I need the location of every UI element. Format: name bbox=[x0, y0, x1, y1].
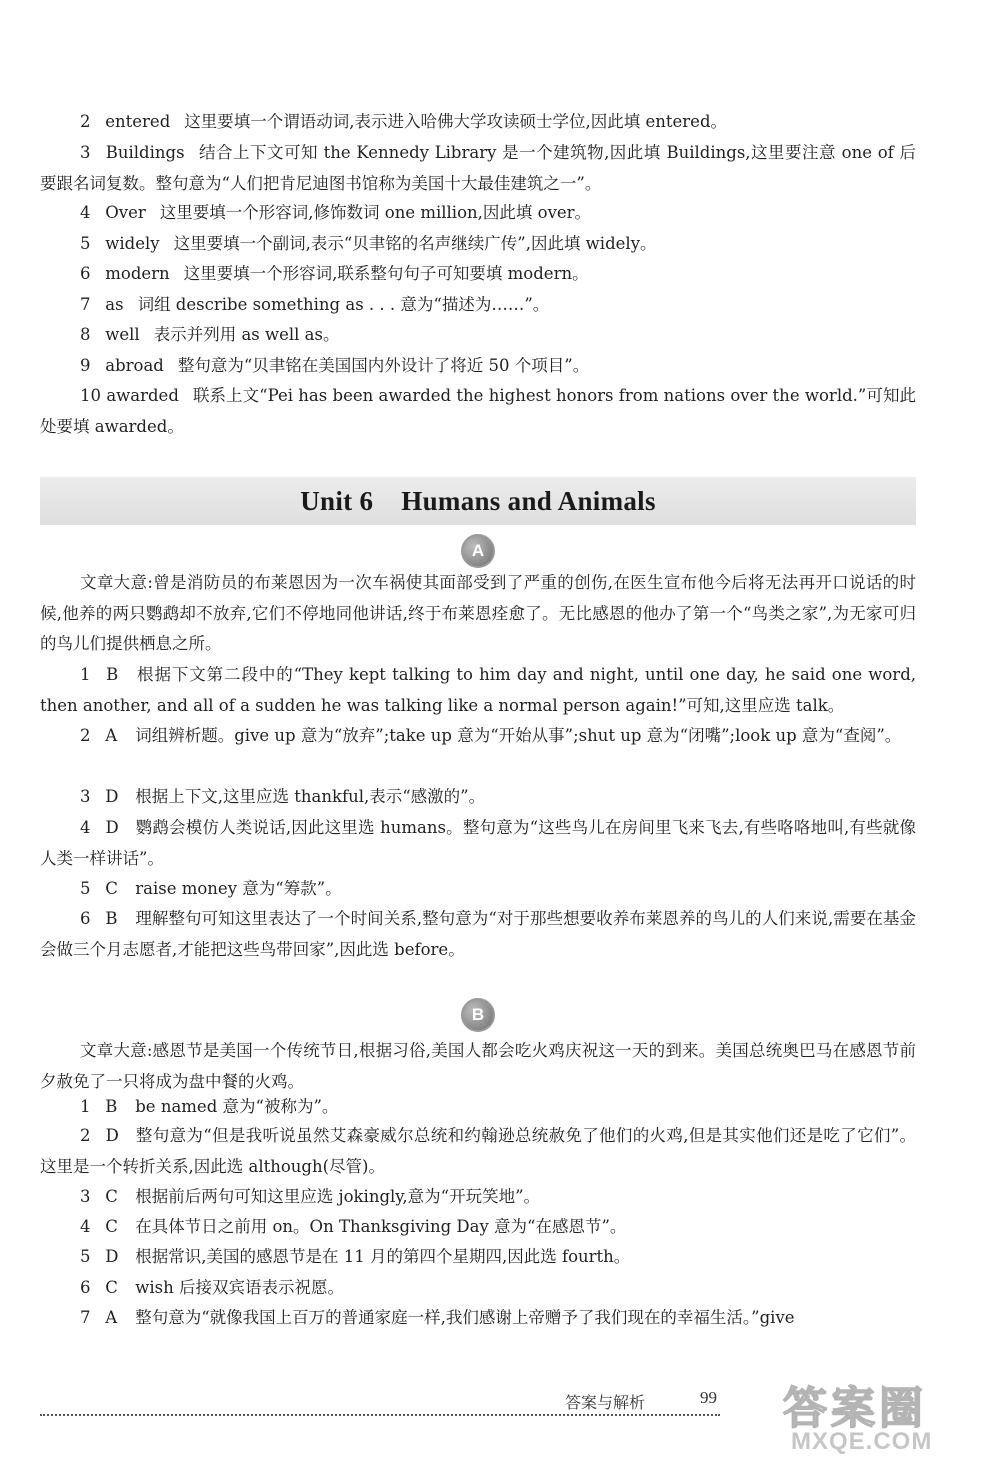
section-b-item-6: 6 C wish 后接双宾语表示祝愿。 bbox=[80, 1278, 344, 1297]
section-a-item-2: 2 A 词组辨析题。give up 意为“放弃”;take up 意为“开始从事”;shut up 意为“闭嘴”;look up 意为“查阅”。 bbox=[80, 726, 902, 745]
section-b-item-3: 3 C 根据前后两句可知这里应选 jokingly,意为“开玩笑地”。 bbox=[80, 1187, 541, 1206]
answer-top-3: 3 Buildings 结合上下文可知 the Kennedy Library 是一个建筑物,因此填 Buildings,这里要注意 one of 后要跟名词复数。整句意为“人们把肯尼迪图书馆称为美国十大最佳建筑之一”。 bbox=[40, 143, 916, 193]
section-a-item-3: 3 D 根据上下文,这里应选 thankful,表示“感激的”。 bbox=[80, 787, 486, 806]
answer-top-2: 2 entered 这里要填一个谓语动词,表示进入哈佛大学攻读硕士学位,因此填 entered。 bbox=[80, 112, 728, 131]
section-a-item-4: 4 D 鹦鹉会模仿人类说话,因此这里选 humans。整句意为“这些鸟儿在房间里飞来飞去,有些咯咯地叫,有些就像人类一样讲话”。 bbox=[40, 818, 916, 868]
footer-label: 答案与解析 bbox=[565, 1393, 646, 1412]
section-a-item-6: 6 B 理解整句可知这里表达了一个时间关系,整句意为“对于那些想要收养布莱恩养的鸟儿的人们来说,需要在基金会做三个月志愿者,才能把这些鸟带回家”,因此选 before。 bbox=[40, 909, 916, 959]
watermark-logo: 答案圈 MXQE.COM bbox=[783, 1383, 933, 1455]
section-b-item-1: 1 B be named 意为“被称为”。 bbox=[80, 1097, 339, 1116]
answer-top-8: 8 well 表示并列用 as well as。 bbox=[80, 325, 340, 344]
unit-title: Unit 6 Humans and Animals bbox=[300, 485, 656, 516]
answer-top-7: 7 as 词组 describe something as . . . 意为“描述为……”。 bbox=[80, 295, 550, 314]
section-a-summary: 文章大意:曾是消防员的布莱恩因为一次车祸使其面部受到了严重的创伤,在医生宣布他今后将无法再开口说话的时候,他养的两只鹦鹉却不放弃,它们不停地同他讲话,终于布莱恩痊愈了。无比感恩的他办了第一个“鸟类之家”,为无家可归的鸟儿们提供栖息之所。 bbox=[40, 573, 916, 653]
answer-top-5: 5 widely 这里要填一个副词,表示“贝聿铭的名声继续广传”,因此填 widely。 bbox=[80, 234, 657, 253]
section-a-badge: A bbox=[461, 534, 495, 568]
section-b-item-5: 5 D 根据常识,美国的感恩节是在 11 月的第四个星期四,因此选 fourth。 bbox=[80, 1247, 631, 1266]
section-b-item-4: 4 C 在具体节日之前用 on。On Thanksgiving Day 意为“在感恩节”。 bbox=[80, 1217, 627, 1236]
unit-heading bbox=[40, 477, 916, 525]
answer-top-9: 9 abroad 整句意为“贝聿铭在美国国内外设计了将近 50 个项目”。 bbox=[80, 356, 590, 375]
answer-top-6: 6 modern 这里要填一个形容词,联系整句句子可知要填 modern。 bbox=[80, 264, 589, 283]
answer-top-10: 10 awarded 联系上文“Pei has been awarded the highest honors from nations over the world.”可知此处要填 awarded。 bbox=[40, 386, 917, 436]
section-a-item-1: 1 B 根据下文第二段中的“They kept talking to him day and night, until one day, he said one word, then another, and all of a sudden he was talking like a normal person again!”可知,这里应选 talk。 bbox=[40, 665, 916, 715]
footer-divider bbox=[40, 1414, 720, 1416]
section-a-item-5: 5 C raise money 意为“筹款”。 bbox=[80, 879, 342, 898]
section-b-item-2: 2 D 整句意为“但是我听说虽然艾森豪威尔总统和约翰逊总统赦免了他们的火鸡,但是其实他们还是吃了它们”。这里是一个转折关系,因此选 although(尽管)。 bbox=[40, 1126, 916, 1176]
answer-top-4: 4 Over 这里要填一个形容词,修饰数词 one million,因此填 over。 bbox=[80, 203, 592, 222]
section-b-summary: 文章大意:感恩节是美国一个传统节日,根据习俗,美国人都会吃火鸡庆祝这一天的到来。美国总统奥巴马在感恩节前夕赦免了一只将成为盘中餐的火鸡。 bbox=[40, 1041, 916, 1091]
section-b-item-7: 7 A 整句意为“就像我国上百万的普通家庭一样,我们感谢上帝赠予了我们现在的幸福生活。”give bbox=[80, 1308, 795, 1327]
page-number: 99 bbox=[700, 1388, 717, 1407]
section-b-badge: B bbox=[461, 998, 495, 1032]
